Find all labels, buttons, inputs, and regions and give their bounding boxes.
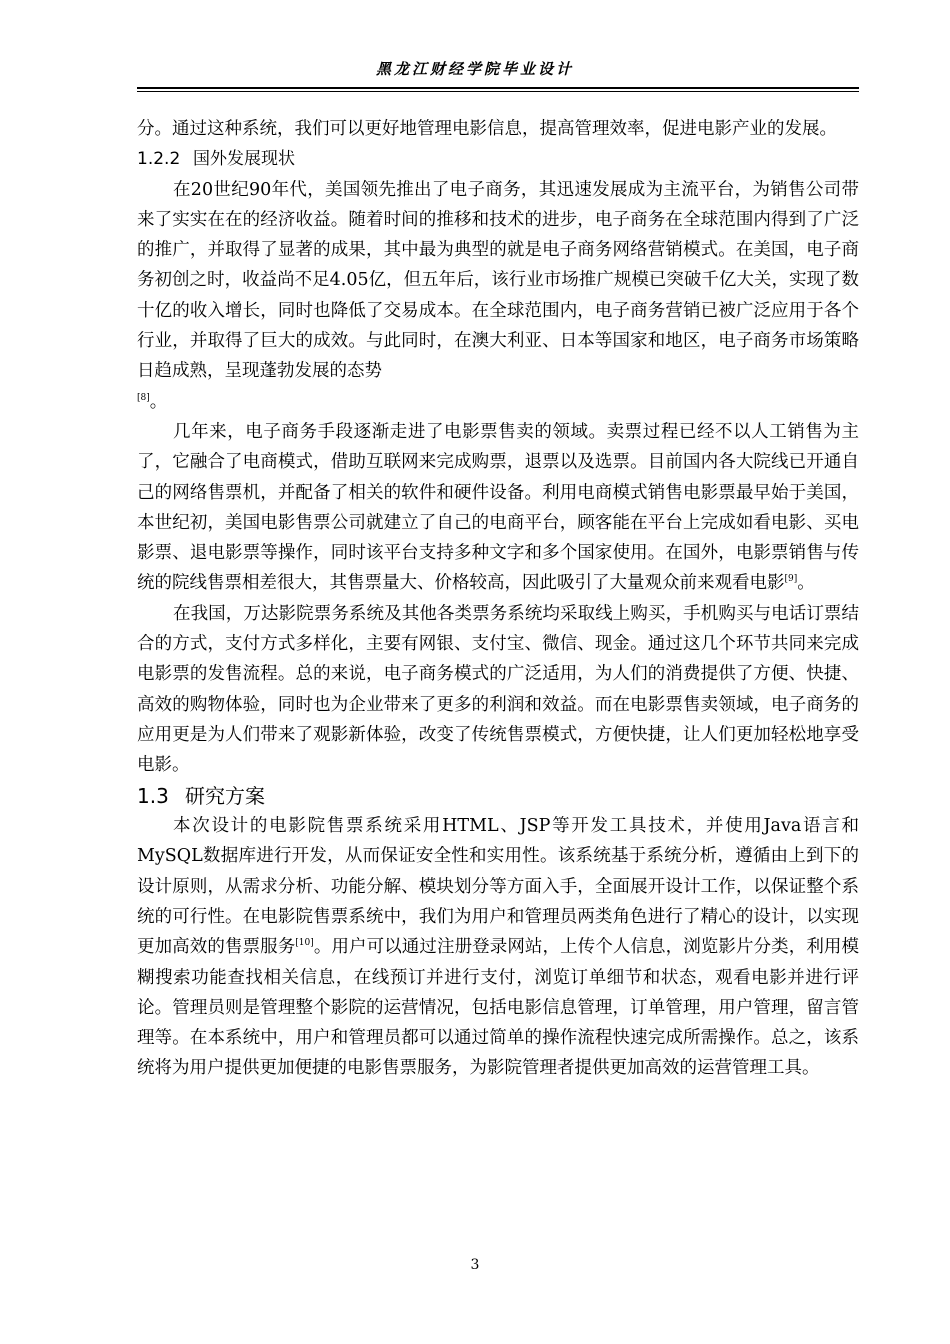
header-rule-thick: [137, 87, 859, 89]
citation-ref: [10]: [295, 938, 314, 949]
paragraph-end: 。: [797, 573, 815, 594]
paragraph-continuation: 分。通过这种系统，我们可以更好地管理电影信息，提高管理效率，促进电影产业的发展。: [137, 119, 837, 139]
section-title: 国外发展现状: [193, 149, 295, 170]
running-header: 黑龙江财经学院毕业设计: [375, 60, 574, 78]
paragraph-text: 几年来，电子商务手段逐渐走进了电影票售卖的领域。卖票过程已经不以人工销售为主了，它融合了电商模式，借助互联网来完成购票，退票以及选票。目前国内各大院线已开通自己的网络售票机，并配备了相关的软件和硬件设备。利用电商模式销售电影票最早始于美国，本世纪初，美国电影售票公司就建立了自己的电商平台，顾客能在平台上完成如看电影、买电影票、退电影票等操作，同时该平台支持多种文字和多个国家使用。在国外，电影票销售与传统的院线售票相差很大，其售票量大、价格较高，因此吸引了大量观众前来观看电影: [137, 421, 859, 594]
header-rule-thin: [137, 91, 859, 92]
paragraph-end: 。: [149, 391, 168, 412]
paragraph-text: 。用户可以通过注册登录网站，上传个人信息，浏览影片分类，利用模糊搜索功能查找相关信息，在线预订并进行支付，浏览订单细节和状态，观看电影并进行评论。管理员则是管理整个影院的运营情况，包括电影信息管理，订单管理，用户管理，留言管理等。在本系统中，用户和管理员都可以通过简单的操作流程快速完成所需操作。总之，该系统将为用户提供更加便捷的电影售票服务，为影院管理者提供更加高效的运营管理工具。: [137, 937, 860, 1079]
paragraph: [137, 175, 859, 417]
section-number: 1.3: [137, 783, 169, 808]
paragraph: [137, 811, 859, 1084]
paragraph: 在我国，万达影院票务系统及其他各类票务系统均采取线上购买，手机购买与电话订票结合的方式，支付方式多样化，主要有网银、支付宝、微信、现金。通过这几个环节共同来完成电影票的发售流程。总的来说，电子商务模式的广泛适用，为人们的消费提供了方便、快捷、高效的购物体验，同时也为企业带来了更多的利润和效益。而在电影票售卖领域，电子商务的应用更是为人们带来了观影新体验，改变了传统售票模式，方便快捷，让人们更加轻松地享受电影。: [137, 603, 859, 776]
body-text: [137, 114, 859, 1084]
citation-ref: [9]: [784, 574, 798, 585]
citation-ref: [8]: [137, 392, 150, 403]
page-number: 3: [470, 1257, 480, 1273]
paragraph-text: 在20世纪90年代，美国领先推出了电子商务，其迅速发展成为主流平台，为销售公司带来了实实在在的经济收益。随着时间的推移和技术的进步，电子商务在全球范围内得到了广泛的推广，并取得了显著的成果，其中最为典型的就是电子商务网络营销模式。在美国，电子商务初创之时，收益尚不足4.05亿，但五年后，该行业市场推广规模已突破千亿大关，实现了数十亿的收入增长，同时也降低了交易成本。在全球范围内，电子商务营销已被广泛应用于各个行业，并取得了巨大的成效。与此同时，在澳大利亚、日本等国家和地区，电子商务市场策略日趋成熟，呈现蓬勃发展的态势: [137, 179, 859, 382]
paragraph-text: 本次设计的电影院售票系统采用HTML、JSP等开发工具技术，并使用Java语言和MySQL数据库进行开发，从而保证安全性和实用性。该系统基于系统分析，遵循由上到下的设计原则，从需求分析、功能分解、模块划分等方面入手，全面展开设计工作，以保证整个系统的可行性。在电影院售票系统中，我们为用户和管理员两类角色进行了精心的设计，以实现更加高效的售票服务: [137, 816, 859, 958]
section-number: 1.2.2: [137, 149, 181, 170]
paragraph: [137, 417, 859, 599]
section-title: 研究方案: [185, 783, 265, 808]
section-heading-1-2-2: [137, 144, 859, 174]
section-heading-1-3: [137, 781, 859, 812]
